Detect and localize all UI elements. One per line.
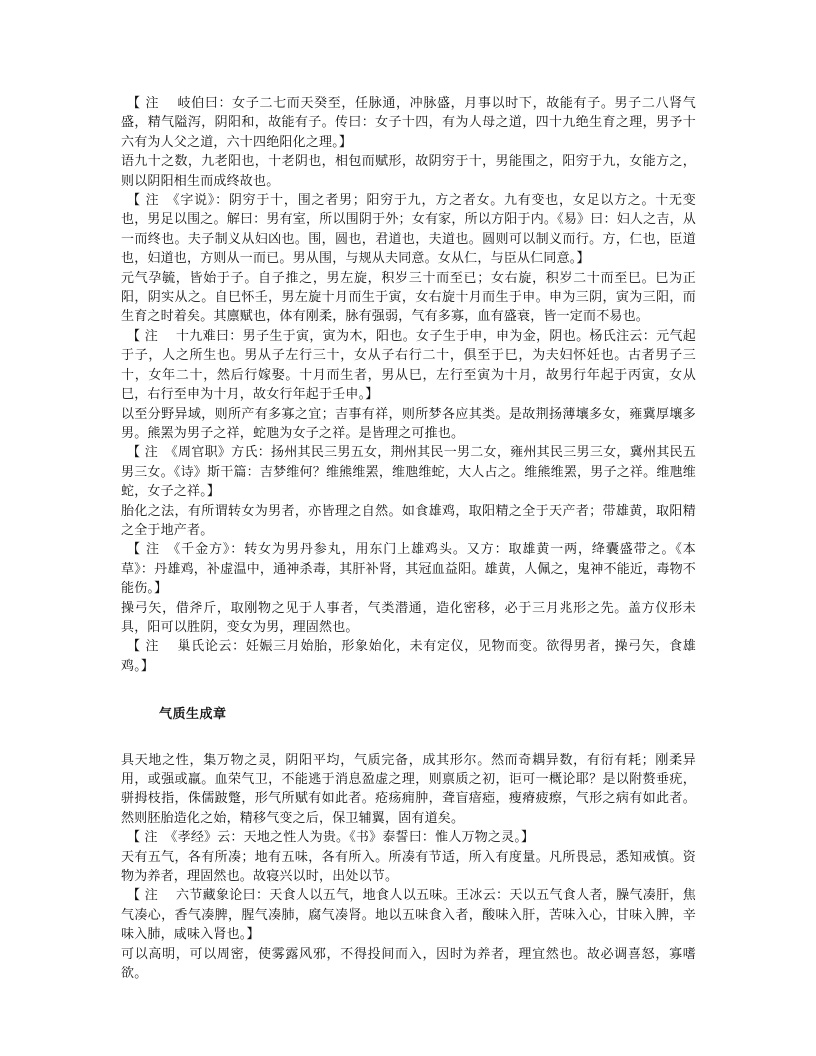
annotation-paragraph: 【 注 《孝经》云：天地之性人为贵。《书》泰誓曰：惟人万物之灵。】 [127,830,535,846]
body-paragraph: 元气孕毓，皆始于子。自子推之，男左旋，积岁三十而至已；女右旋，积岁二十而至巳。巳为正阳，阴实从之。自巳怀壬，男左旋十月而生于寅，女右旋十月而生于申。申为三阴，寅为三阳，而生育之时着矣。其廪赋也，体有刚柔，脉有强弱，气有多寡，血有盛衰，皆一定而不易也。 [121,270,696,325]
section-1 [121,94,696,676]
body-paragraph: 具天地之性，集万物之灵，阴阳平均，气质完备，成其形尔。然而奇耦异数，有衍有耗；刚柔异用，或强或羸。血荣气卫，不能逃于消息盈虚之理，则禀质之初，讵可一概论耶？是以附赘垂疣，骈拇枝指，侏儒跛蹩，形气所赋有如此者。疮疡痈肿，聋盲瘖瘂，瘦瘠疲瘵，气形之病有如此者。然则胚胎造化之始，精移气变之后，保卫辅翼，固有道矣。 [121,752,696,826]
annotation-paragraph: 【 注 六节藏象论曰：天食人以五气，地食人以五味。王冰云：天以五气食人者，臊气凑肝，焦气凑心，香气凑脾，腥气凑肺，腐气凑肾。地以五味食入者，酸味入肝，苦味入心，甘味入脾，辛味入肺，咸味入肾也。】 [121,888,696,943]
chapter-heading: 气质生成章 [159,707,227,723]
document-page [121,94,696,983]
annotation-paragraph: 【 注 《周官职》方氏：扬州其民三男五女，荆州其民一男二女，雍州其民三男三女，冀州其民五男三女。《诗》斯干篇：吉梦维何？维熊维罴，维虺维蛇，大人占之。维熊维罴，男子之祥。维虺维蛇，女子之祥。】 [121,445,696,500]
annotation-paragraph: 【 注 岐伯曰：女子二七而天癸至，任脉通，冲脉盛，月事以时下，故能有子。男子二八肾气盛，精气隘泻，阴阳和，故能有子。传曰：女子十四，有为人母之道，四十九绝生育之理，男予十六有为人父之道，六十四绝阳化之理。】 [121,96,696,150]
body-paragraph: 操弓矢，借斧斤，取刚物之见于人事者，气类潜通，造化密移，必于三月兆形之先。盖方仪形未具，阳可以胜阴，变女为男，理固然也。 [121,600,696,635]
body-paragraph: 可以高明，可以周密，使雾露风邪，不得投间而入，因时为养者，理宜然也。故必调喜怒，寡嗜欲。 [121,946,696,982]
body-paragraph: 天有五气，各有所凑；地有五味，各有所入。所凑有节适，所入有度量。凡所畏忌，悉知戒慎。资物为养者，理固然也。故寝兴以时，出处以节。 [121,849,696,885]
annotation-paragraph: 【 注 巢氏论云：妊娠三月始胎，形象始化，未有定仪，见物而变。欲得男者，操弓矢，食雄鸡。】 [121,639,696,674]
body-paragraph: 以至分野异域，则所产有多寡之宜；吉事有祥，则所梦各应其类。是故荆扬薄壤多女，雍冀厚壤多男。熊罴为男子之祥，蛇虺为女子之祥。是皆理之可推也。 [121,406,696,441]
annotation-paragraph: 【 注 《千金方》：转女为男丹参丸，用东门上雄鸡头。又方：取雄黄一两，绛囊盛带之。《本草》：丹雄鸡，补虚温中，通神杀毒，其肝补肾，其冠血益阳。雄黄，人佩之，鬼神不能近，毒物不能伤。】 [121,542,696,597]
section-2 [121,751,696,984]
annotation-paragraph: 【 注 《字说》：阴穷于十，围之者男；阳穷于九，方之者女。九有变也，女足以方之。十无变也，男足以围之。解曰：男有室，所以围阴于外；女有家，所以方阳于内。《易》曰：妇人之吉，从一而终也。夫子制义从妇凶也。围，圆也，君道也，夫道也。圆则可以制义而行。方，仁也，臣道也，妇道也，方则从一而已。男从围，与规从夫同意。女从仁，与臣从仁同意。】 [121,193,696,267]
body-paragraph: 胎化之法，有所谓转女为男者，亦皆理之自然。如食雄鸡，取阳精之全于天产者；带雄黄，取阳精之全于地产者。 [121,503,696,538]
body-paragraph: 语九十之数，九老阳也，十老阴也，相包而赋形，故阴穷于十，男能围之，阳穷于九，女能方之，则以阴阳相生而成终故也。 [121,154,696,189]
annotation-paragraph: 【 注 十九难曰：男子生于寅，寅为木，阳也。女子生于申，申为金，阴也。杨氏注云：元气起于子，人之所生也。男从子左行三十，女从子右行二十，俱至于巳，为夫妇怀妊也。古者男子三十，女年二十，然后行嫁娶。十月而生者，男从巳，左行至寅为十月，故男行年起于丙寅，女从巳，右行至申为十月，故女行年起于壬申。】 [121,328,696,403]
